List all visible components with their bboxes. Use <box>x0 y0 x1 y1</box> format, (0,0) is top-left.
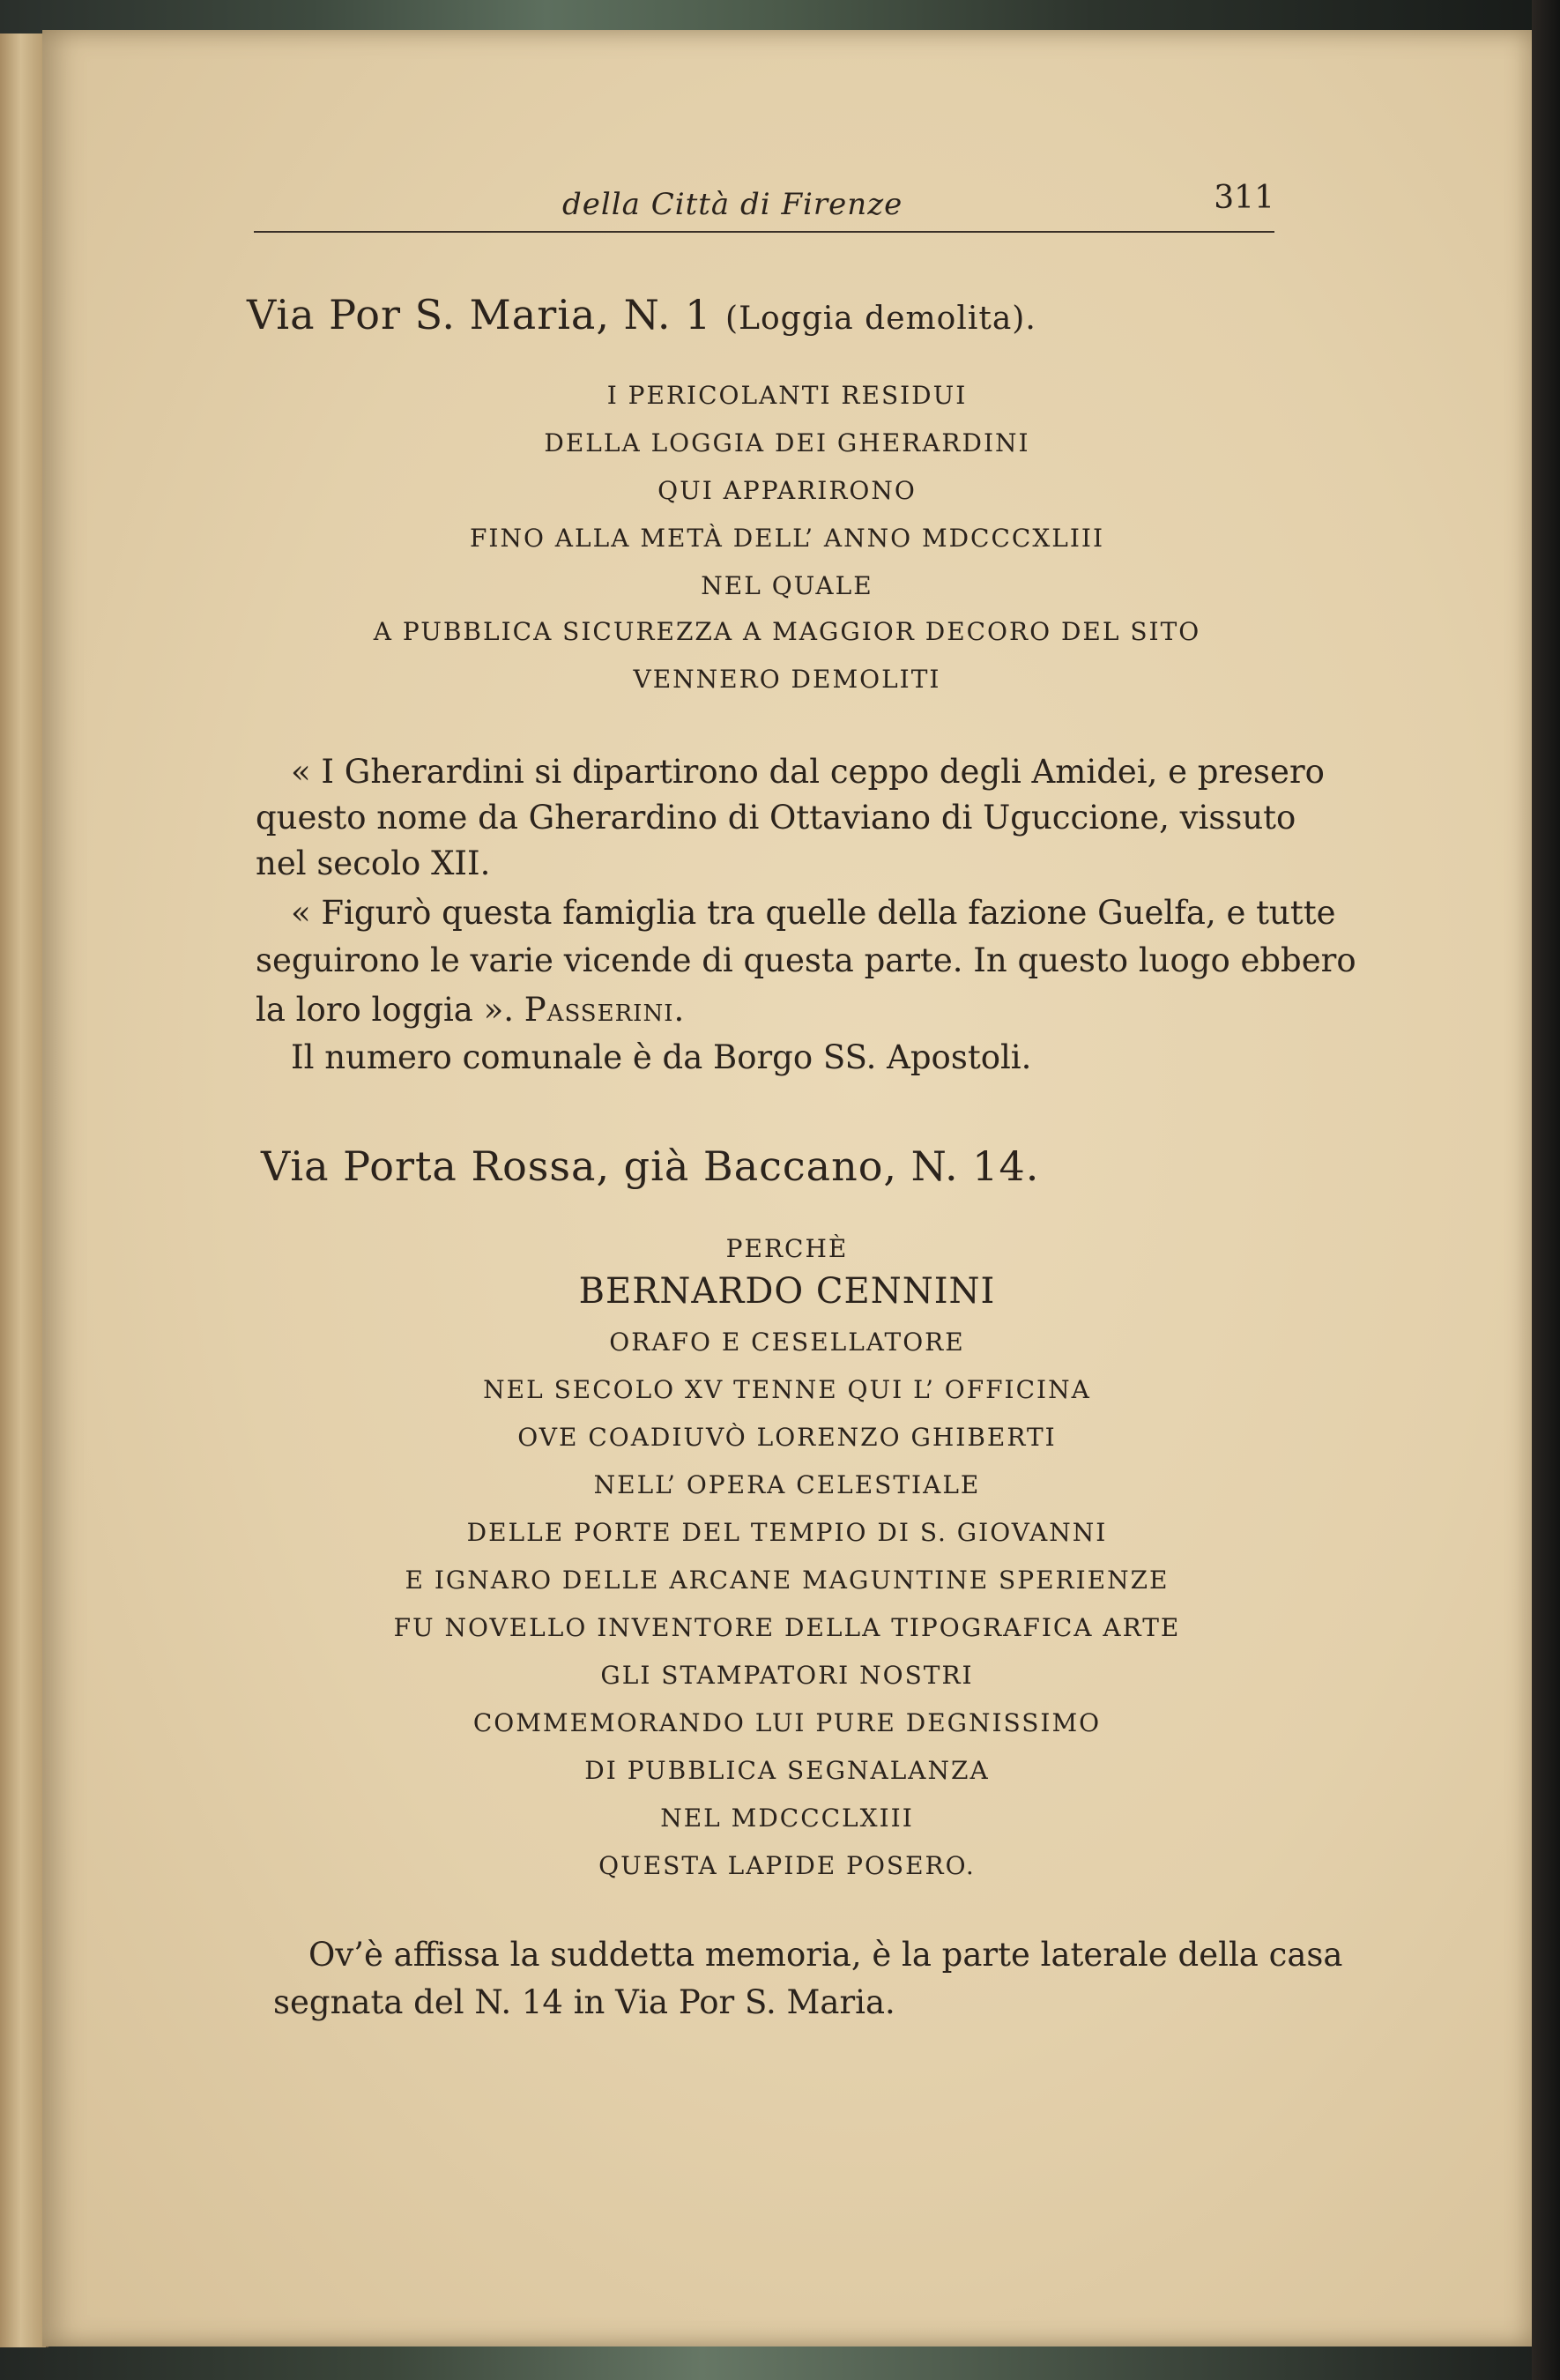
inscription-line: QUESTA LAPIDE POSERO. <box>598 1851 976 1880</box>
page-number: 311 <box>1214 180 1274 216</box>
inscription-line: I PERICOLANTI RESIDUI <box>606 381 968 410</box>
inscription-line: FU NOVELLO INVENTORE DELLA TIPOGRAFICA ARTE <box>393 1613 1181 1642</box>
inscription-line: NEL SECOLO XV TENNE QUI L’ OFFICINA <box>483 1375 1091 1404</box>
inscription-line: ORAFO E CESELLATORE <box>609 1328 965 1357</box>
inscription-name: BERNARDO CENNINI <box>578 1271 996 1312</box>
body-text: la loro loggia ». <box>256 991 524 1029</box>
running-title: della Città di Firenze <box>562 187 903 222</box>
inscription-line: VENNERO DEMOLITI <box>633 665 941 694</box>
inscription-line: QUI APPARIRONO <box>657 476 917 505</box>
body-line: segnata del N. 14 in Via Por S. Maria. <box>273 1983 895 2021</box>
body-line: seguirono le varie vicende di questa parte. In questo luogo ebbero <box>256 941 1356 979</box>
section-heading-via-porta-rossa: Via Porta Rossa, già Baccano, N. 14. <box>261 1142 1040 1190</box>
inscription-line: OVE COADIUVÒ LORENZO GHIBERTI <box>517 1423 1057 1452</box>
inscription-line: E IGNARO DELLE ARCANE MAGUNTINE SPERIENZE <box>405 1566 1170 1595</box>
inscription-line: NELL’ OPERA CELESTIALE <box>593 1470 981 1499</box>
inscription-line: GLI STAMPATORI NOSTRI <box>600 1661 974 1690</box>
inscription-line: NEL QUALE <box>701 571 873 600</box>
body-line: « I Gherardini si dipartirono dal ceppo degli Amidei, e presero <box>291 753 1325 791</box>
inscription-line: DI PUBBLICA SEGNALANZA <box>584 1756 990 1785</box>
section-heading-via-por-s-maria <box>247 291 1036 338</box>
heading-text: Via Por S. Maria, N. 1 <box>247 291 712 338</box>
body-line: nel secolo XII. <box>256 844 491 882</box>
inscription-line: DELLE PORTE DEL TEMPIO DI S. GIOVANNI <box>466 1518 1108 1547</box>
inscription-line: COMMEMORANDO LUI PURE DEGNISSIMO <box>472 1708 1102 1737</box>
author-name: Passerini. <box>524 991 686 1029</box>
body-line: Ov’è affissa la suddetta memoria, è la parte laterale della casa <box>308 1936 1343 1974</box>
running-header <box>254 160 1274 233</box>
inscription-line: DELLA LOGGIA DEI GHERARDINI <box>544 428 1030 457</box>
inscription-line: FINO ALLA METÀ DELL’ ANNO MDCCCXLIII <box>469 524 1105 553</box>
page <box>42 30 1532 2347</box>
body-line-with-author <box>256 987 685 1033</box>
body-line: Il numero comunale è da Borgo SS. Apostoli. <box>291 1038 1032 1076</box>
inscription-line: NEL MDCCCLXIII <box>660 1804 914 1833</box>
heading-note: (Loggia demolita). <box>725 301 1036 337</box>
inscription-line: PERCHÈ <box>725 1234 849 1263</box>
inscription-line: A PUBBLICA SICUREZZA A MAGGIOR DECORO DEL SITO <box>373 617 1201 646</box>
body-line: questo nome da Gherardino di Ottaviano di Uguccione, vissuto <box>256 799 1296 837</box>
book-cover-edge-right <box>1532 0 1560 2380</box>
previous-page-edge <box>0 33 48 2347</box>
body-line: « Figurò questa famiglia tra quelle della fazione Guelfa, e tutte <box>291 894 1336 932</box>
